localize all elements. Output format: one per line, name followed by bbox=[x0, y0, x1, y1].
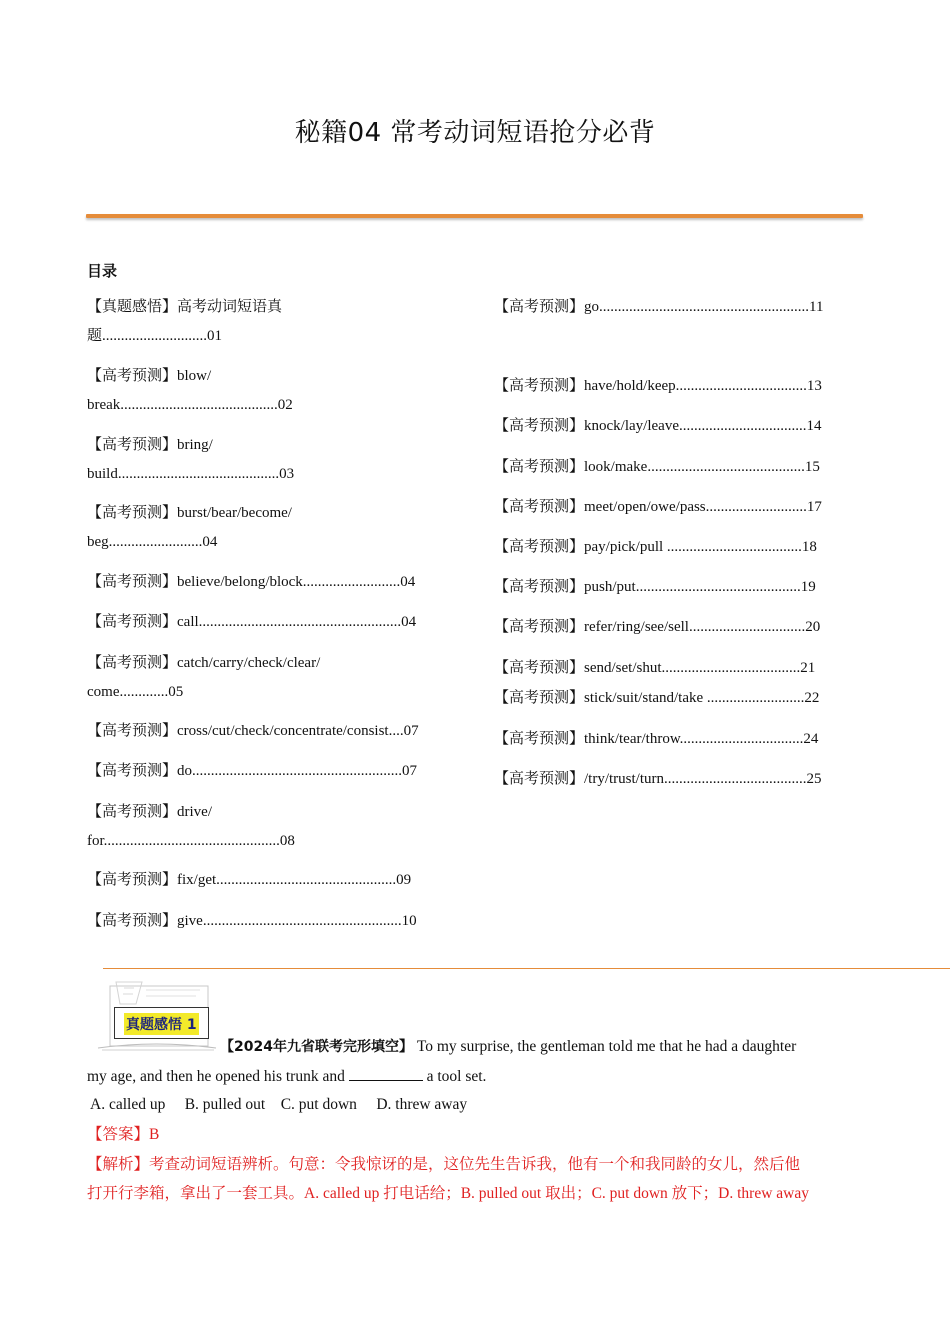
toc-tag: 【高考预测】 bbox=[87, 913, 178, 929]
toc-text: call......................................................04 bbox=[177, 614, 417, 630]
toc-entry-give[interactable] bbox=[87, 907, 462, 936]
toc-text: send/set/shut.....................................21 bbox=[584, 660, 816, 676]
toc-entry-stick[interactable] bbox=[494, 684, 869, 713]
toc-entry-push[interactable] bbox=[494, 573, 869, 602]
toc-entry-drive-for[interactable] bbox=[87, 798, 462, 856]
toc-entry-believe[interactable] bbox=[87, 568, 462, 597]
toc-tag: 【高考预测】 bbox=[87, 872, 178, 888]
toc-tag: 【高考预测】 bbox=[87, 763, 178, 779]
toc-entry-cross[interactable] bbox=[87, 717, 462, 746]
analysis-text-cont: 打开行李箱，拿出了一套工具。A. called up 打电话给；B. pulled out 取出；C. put down 放下；D. threw away bbox=[87, 1185, 809, 1202]
toc-entry-have[interactable] bbox=[494, 372, 869, 401]
toc-text: knock/lay/leave..................................14 bbox=[584, 418, 822, 434]
toc-entry-meet[interactable] bbox=[494, 493, 869, 522]
toc-text-cont: come.............05 bbox=[87, 684, 184, 700]
toc-tag: 【真题感悟】 bbox=[87, 299, 178, 315]
toc-tag: 【高考预测】 bbox=[87, 574, 178, 590]
answer-value: B bbox=[149, 1126, 160, 1143]
toc-text: believe/belong/block..........................04 bbox=[177, 574, 416, 590]
toc-tag: 【高考预测】 bbox=[87, 437, 178, 453]
option-c[interactable]: C. put down bbox=[280, 1096, 357, 1113]
toc-tag: 【高考预测】 bbox=[494, 299, 585, 315]
toc-entry-refer[interactable] bbox=[494, 613, 869, 642]
toc-text: look/make..........................................15 bbox=[584, 459, 820, 475]
options-row bbox=[90, 1095, 467, 1115]
toc-text: burst/bear/become/ bbox=[177, 505, 292, 521]
toc-tag: 【高考预测】 bbox=[87, 614, 178, 630]
option-b[interactable]: B. pulled out bbox=[184, 1096, 266, 1113]
question-line-1 bbox=[220, 1037, 796, 1057]
toc-tag: 【高考预测】 bbox=[494, 378, 585, 394]
title-divider bbox=[86, 214, 863, 218]
toc-tag: 【高考预测】 bbox=[494, 499, 585, 515]
toc-text-cont: for...............................................08 bbox=[87, 833, 295, 849]
section-divider bbox=[103, 968, 950, 969]
badge-box bbox=[114, 1007, 209, 1039]
toc-tag: 【高考预测】 bbox=[494, 579, 585, 595]
toc-entry-blow-break[interactable] bbox=[87, 362, 462, 420]
toc-tag: 【高考预测】 bbox=[494, 660, 585, 676]
toc-entry-call[interactable] bbox=[87, 608, 462, 637]
toc-text: go........................................................11 bbox=[584, 299, 824, 315]
toc-tag: 【高考预测】 bbox=[494, 731, 585, 747]
toc-tag: 【高考预测】 bbox=[494, 771, 585, 787]
toc-text-cont: 题............................01 bbox=[87, 328, 223, 344]
toc-entry-catch[interactable] bbox=[87, 649, 462, 707]
page-title: 秘籍04 常考动词短语抢分必背 bbox=[294, 118, 656, 148]
toc-text: catch/carry/check/clear/ bbox=[177, 655, 321, 671]
toc-entry-fix-get[interactable] bbox=[87, 866, 462, 895]
toc-entry-burst[interactable] bbox=[87, 499, 462, 557]
toc-text: stick/suit/stand/take ..........................22 bbox=[584, 690, 820, 706]
toc-text: have/hold/keep...................................13 bbox=[584, 378, 822, 394]
toc-tag: 【高考预测】 bbox=[87, 723, 178, 739]
question-text-cont: my age, and then he opened his trunk and bbox=[87, 1068, 345, 1085]
toc-text: meet/open/owe/pass...........................17 bbox=[584, 499, 822, 515]
analysis-text: 考查动词短语辨析。句意：令我惊讶的是，这位先生告诉我，他有一个和我同龄的女儿，然后他 bbox=[149, 1156, 801, 1173]
question-source: 【2024年九省联考完形填空】 bbox=[220, 1039, 413, 1055]
toc-text: give.....................................................10 bbox=[177, 913, 417, 929]
toc-entry-knock[interactable] bbox=[494, 412, 869, 441]
toc-tag: 【高考预测】 bbox=[494, 459, 585, 475]
toc-text-cont: build...........................................03 bbox=[87, 466, 295, 482]
toc-text: think/tear/throw.................................24 bbox=[584, 731, 819, 747]
toc-text: do........................................................07 bbox=[177, 763, 418, 779]
toc-entry-zhenti[interactable] bbox=[87, 293, 462, 351]
analysis-line-1 bbox=[87, 1155, 800, 1175]
toc-entry-pay[interactable] bbox=[494, 533, 869, 562]
toc-text: push/put............................................19 bbox=[584, 579, 816, 595]
toc-tag: 【高考预测】 bbox=[87, 655, 178, 671]
badge-label: 真题感悟 1 bbox=[124, 1013, 199, 1035]
toc-tag: 【高考预测】 bbox=[87, 505, 178, 521]
toc-tag: 【高考预测】 bbox=[87, 804, 178, 820]
toc-entry-go[interactable] bbox=[494, 293, 869, 322]
question-line-2 bbox=[87, 1066, 486, 1087]
toc-entry-send[interactable] bbox=[494, 654, 869, 683]
option-a[interactable]: A. called up bbox=[90, 1096, 166, 1113]
toc-tag: 【高考预测】 bbox=[494, 539, 585, 555]
toc-text: cross/cut/check/concentrate/consist....07 bbox=[177, 723, 419, 739]
toc-tag: 【高考预测】 bbox=[494, 690, 585, 706]
analysis-label: 【解析】 bbox=[87, 1156, 150, 1173]
toc-entry-think[interactable] bbox=[494, 725, 869, 754]
section-badge bbox=[96, 978, 221, 1053]
answer-blank bbox=[349, 1066, 423, 1081]
toc-text: fix/get................................................09 bbox=[177, 872, 412, 888]
toc-tag: 【高考预测】 bbox=[87, 368, 178, 384]
toc-text: drive/ bbox=[177, 804, 213, 820]
analysis-line-2 bbox=[87, 1184, 809, 1204]
toc-entry-try[interactable] bbox=[494, 765, 869, 794]
answer-label: 【答案】 bbox=[87, 1126, 150, 1143]
question-text-end: a tool set. bbox=[426, 1068, 487, 1085]
toc-text-cont: beg.........................04 bbox=[87, 534, 218, 550]
toc-text: refer/ring/see/sell...............................20 bbox=[584, 619, 821, 635]
toc-tag: 【高考预测】 bbox=[494, 418, 585, 434]
toc-heading: 目录 bbox=[87, 262, 118, 280]
toc-text: pay/pick/pull ....................................18 bbox=[584, 539, 817, 555]
toc-text: 高考动词短语真 bbox=[177, 299, 283, 315]
option-d[interactable]: D. threw away bbox=[376, 1096, 468, 1113]
answer-line bbox=[87, 1125, 159, 1145]
toc-text-cont: break..........................................02 bbox=[87, 397, 293, 413]
toc-entry-look[interactable] bbox=[494, 453, 869, 482]
question-text: To my surprise, the gentleman told me that he had a daughter bbox=[416, 1038, 797, 1055]
toc-entry-do[interactable] bbox=[87, 757, 462, 786]
toc-text: bring/ bbox=[177, 437, 213, 453]
toc-tag: 【高考预测】 bbox=[494, 619, 585, 635]
toc-text: /try/trust/turn......................................25 bbox=[584, 771, 822, 787]
toc-text: blow/ bbox=[177, 368, 212, 384]
toc-entry-bring-build[interactable] bbox=[87, 431, 462, 489]
